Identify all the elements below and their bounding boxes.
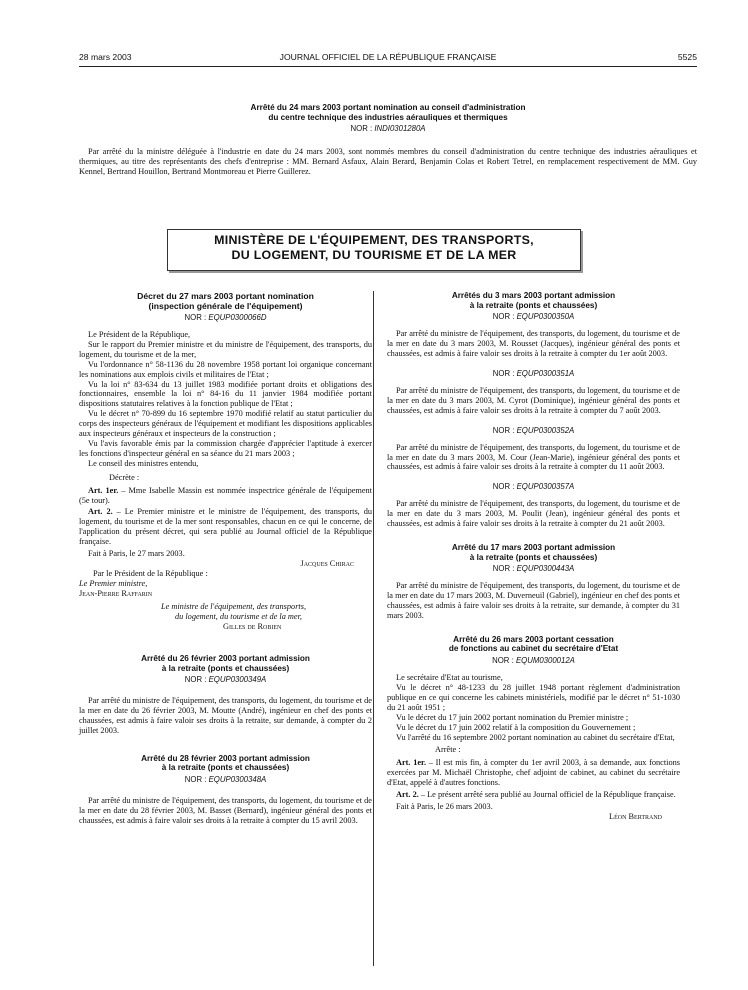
nor-label: NOR :	[184, 675, 207, 685]
par-le-president: Par le Président de la République :	[93, 568, 208, 578]
nor-label: NOR :	[492, 564, 515, 574]
nor-label: NOR :	[184, 774, 207, 784]
signature-president: Jacques Chirac	[300, 558, 354, 568]
arrete-26-fevrier	[79, 654, 372, 736]
nor-line	[79, 775, 372, 784]
fait-line: Fait à Paris, le 26 mars 2003.	[396, 801, 493, 811]
article-text: – Il est mis fin, à compter du 1er avril 2003, à sa demande, aux fonctions exercées par M. Michaël Christophe, chef adjoint de cabinet, au cabinet du secrétaire d'Etat, appelé à d'autres fonctions.	[387, 758, 680, 788]
paragraph: Vu la loi n° 83-634 du 13 juillet 1983 modifiée portant droits et obligations des fonctionnaires, ensemble la loi n° 84-16 du 11 janvier 1984 modifiée portant dispositions statutaires relatives à la fonction publique de l'Etat ;	[79, 379, 372, 409]
section-title	[79, 754, 372, 773]
article-1	[387, 758, 680, 788]
title-line: Décret du 27 mars 2003 portant nomination	[137, 291, 314, 301]
signature-secretaire: Léon Bertrand	[609, 811, 662, 821]
paragraph: Vu l'arrêté du 16 septembre 2002 portant nomination au cabinet du secrétaire d'Etat,	[396, 732, 675, 742]
decret-section	[79, 291, 372, 632]
arretes-3-mars	[387, 291, 680, 529]
article-label: Art. 2.	[396, 790, 419, 800]
nor-label: NOR :	[492, 656, 514, 666]
title-line: de fonctions au cabinet du secrétaire d'Etat	[448, 644, 619, 654]
paragraph: Vu le décret n° 70-899 du 16 septembre 1970 modifié relatif au statut particulier du corps des inspecteurs généraux de l'équipement et modifiant les dispositions applicables aux inspecteurs généraux et inspecteurs de la construction ;	[79, 409, 372, 439]
nor-code: EQUP0300352A	[516, 425, 575, 435]
nor-line	[387, 482, 680, 491]
section-title	[79, 654, 372, 673]
nor-code: EQUP0300350A	[516, 312, 575, 322]
title-line: à la retraite (ponts et chaussées)	[161, 763, 290, 773]
paragraph: Par arrêté du ministre de l'équipement, des transports, du logement, du tourisme et de la mer en date du 3 mars 2003, M. Cour (Jean-Marie), ingénieur général des ponts et chaussées, est admis à faire valoir ses droits à la retraite à compter du 11 août 2003.	[387, 442, 680, 472]
article-text: – Mme Isabelle Massin est nommée inspectrice générale de l'équipement (5e tour).	[79, 485, 372, 505]
ministry-line-1: MINISTÈRE DE L'ÉQUIPEMENT, DES TRANSPORTS,	[214, 233, 534, 247]
top-arrete-body: Par arrêté du la ministre déléguée à l'industrie en date du 24 mars 2003, sont nommés membres du conseil d'administration du centre technique des industries aérauliques et thermiques, au titre des représentants des chefs d'entreprise : MM. Bernard Asfaux, Alain Berard, Benjamin Colas et Robert Tetrel, en remplacement respectivement de MM. Guy Kennel, Bertrand Houillon, Bertrand Montmoreau et Pierre Guillerez.	[79, 147, 697, 176]
nor-code: EQUM0300012A	[515, 656, 575, 666]
paragraph: Le secrétaire d'Etat au tourisme,	[396, 673, 503, 683]
article-text: – Le Premier ministre et le ministre de l'équipement, des transports, du logement, du tourisme et de la mer sont responsables, chacun en ce qui le concerne, de l'application du présent décret, qui sera publié au Journal officiel de la République française.	[79, 507, 372, 547]
article-text: – Le présent arrêté sera publié au Journal officiel de la République française.	[420, 790, 676, 800]
paragraph: Vu l'avis favorable émis par la commission chargée d'apprécier l'aptitude à exercer les fonctions d'inspecteur général en sa séance du 21 mars 2003 ;	[79, 438, 372, 458]
nor-line	[387, 656, 680, 665]
nor-line	[79, 313, 372, 322]
paragraph: Vu le décret n° 48-1233 du 28 juillet 1948 portant règlement d'administration publique en ce qui concerne les cabinets ministériels, modifié par le décret n° 51-1030 du 21 août 1951 ;	[387, 682, 680, 712]
decrete-label: Décrète :	[109, 472, 140, 482]
nor-label: NOR :	[350, 124, 373, 134]
nor-line	[387, 564, 680, 573]
nor-code: EQUP0300443A	[516, 564, 575, 574]
paragraph: Vu le décret du 17 juin 2002 relatif à la composition du Gouvernement ;	[396, 722, 636, 732]
paragraph: Sur le rapport du Premier ministre et du ministre de l'équipement, des transports, du logement, du tourisme et de la mer,	[79, 339, 372, 359]
ministre-title-line2: du logement, du tourisme et de la mer,	[175, 611, 302, 621]
title-line: Arrêté du 26 février 2003 portant admission	[141, 653, 310, 663]
nor-line	[79, 675, 372, 684]
top-arrete-title	[79, 103, 697, 122]
paragraph: Par arrêté du ministre de l'équipement, des transports, du logement, du tourisme et de la mer en date du 26 février 2003, M. Moutte (André), ingénieur en chef des ponts et chaussées, est admis à faire valoir ses droits à la retraite, sur demande, à compter du 2 juillet 2003.	[79, 696, 372, 735]
paragraph: Par arrêté du ministre de l'équipement, des transports, du logement, du tourisme et de la mer en date du 28 février 2003, M. Basset (Bernard), ingénieur général des ponts et chaussées, est admis à faire valoir ses droits à la retraite à compter du 15 avril 2003.	[79, 795, 372, 825]
nor-code: EQUP0300357A	[516, 482, 575, 492]
header-page-number: 5525	[677, 52, 697, 62]
paragraph: Vu l'ordonnance n° 58-1136 du 28 novembre 1958 portant loi organique concernant les nominations aux emplois civils et militaires de l'Etat ;	[79, 359, 372, 379]
top-arrete	[79, 103, 697, 177]
paragraph: Par arrêté du ministre de l'équipement, des transports, du logement, du tourisme et de la mer en date du 17 mars 2003, M. Duverneuil (Gabriel), ingénieur en chef des ponts et chaussées, est admis à faire valoir ses droits à la retraite, sur demande, à compter du 31 mars 2003.	[387, 581, 680, 620]
decret-title	[79, 291, 372, 311]
column-divider	[373, 291, 374, 966]
nor-code: EQUP0300349A	[208, 675, 267, 685]
article-2	[79, 507, 372, 547]
fait-line: Fait à Paris, le 27 mars 2003.	[88, 549, 185, 559]
arrete-28-fevrier	[79, 754, 372, 826]
title-line: à la retraite (ponts et chaussées)	[469, 552, 598, 562]
title-line: Arrêté du 28 février 2003 portant admission	[141, 753, 310, 763]
ministry-line-2: DU LOGEMENT, DU TOURISME ET DE LA MER	[231, 248, 517, 262]
title-line: Arrêté du 24 mars 2003 portant nomination au conseil d'administration	[250, 103, 526, 112]
header-date: 28 mars 2003	[79, 52, 132, 62]
nor-label: NOR :	[492, 368, 515, 378]
premier-ministre-name: Jean-Pierre Raffarin	[79, 588, 153, 598]
nor-code: EQUP0300348A	[208, 774, 267, 784]
nor-label: NOR :	[492, 312, 515, 322]
left-column	[79, 291, 372, 840]
title-line: (inspection générale de l'équipement)	[148, 301, 303, 311]
paragraph: Par arrêté du ministre de l'équipement, des transports, du logement, du tourisme et de la mer en date du 3 mars 2003, M. Cyrot (Dominique), ingénieur général des ponts et chaussées, est admis à faire valoir ses droits à la retraite à compter du 7 août 2003.	[387, 385, 680, 415]
title-line: à la retraite (ponts et chaussées)	[469, 300, 598, 310]
header-journal-title: JOURNAL OFFICIEL DE LA RÉPUBLIQUE FRANÇAISE	[279, 52, 497, 62]
header-rule	[79, 66, 697, 67]
paragraph: Par arrêté du ministre de l'équipement, des transports, du logement, du tourisme et de la mer en date du 3 mars 2003, M. Poulit (Jean), ingénieur général des ponts et chaussées, est admis à faire valoir ses droits à la retraite à compter du 21 août 2003.	[387, 499, 680, 529]
right-column	[387, 291, 680, 836]
article-label: Art. 1er.	[88, 485, 119, 495]
section-title	[387, 291, 680, 310]
page-header	[79, 52, 697, 66]
section-title	[387, 635, 680, 654]
article-label: Art. 1er.	[396, 758, 427, 768]
ministre-name: Gilles de Robien	[223, 621, 282, 631]
article-1	[79, 486, 372, 506]
title-line: Arrêtés du 3 mars 2003 portant admission	[451, 291, 616, 300]
ministry-banner	[167, 229, 581, 271]
paragraph: Le conseil des ministres entendu,	[88, 458, 199, 468]
arrete-label: Arrête :	[435, 745, 461, 755]
nor-line	[387, 369, 680, 378]
title-line: du centre technique des industries aérauliques et thermiques	[268, 112, 508, 122]
ministre-title-line1: Le ministre de l'équipement, des transports,	[161, 601, 307, 611]
paragraph: Par arrêté du ministre de l'équipement, des transports, du logement, du tourisme et de la mer en date du 3 mars 2003, M. Rousset (Jacques), ingénieur général des ponts et chaussées, est admis à faire valoir ses droits à la retraite à compter du 1er août 2003.	[387, 329, 680, 358]
nor-code: EQUP0300066D	[208, 313, 267, 322]
premier-ministre-title: Le Premier ministre,	[79, 578, 148, 588]
article-2	[387, 790, 680, 800]
arrete-26-mars	[387, 635, 680, 822]
nor-label: NOR :	[492, 425, 515, 435]
section-title	[387, 543, 680, 562]
title-line: Arrêté du 26 mars 2003 portant cessation	[453, 634, 614, 644]
nor-code: INDI0301280A	[374, 124, 426, 134]
nor-label: NOR :	[184, 313, 207, 322]
arrete-17-mars	[387, 543, 680, 621]
nor-code: EQUP0300351A	[516, 368, 575, 378]
nor-line	[79, 124, 697, 133]
paragraph: Vu le décret du 17 juin 2002 portant nomination du Premier ministre ;	[396, 712, 629, 722]
nor-line	[387, 426, 680, 435]
article-label: Art. 2.	[88, 507, 113, 517]
paragraph: Le Président de la République,	[88, 330, 191, 339]
title-line: Arrêté du 17 mars 2003 portant admission	[451, 543, 616, 553]
nor-line	[387, 312, 680, 321]
title-line: à la retraite (ponts et chaussées)	[161, 663, 290, 673]
nor-label: NOR :	[492, 482, 515, 492]
